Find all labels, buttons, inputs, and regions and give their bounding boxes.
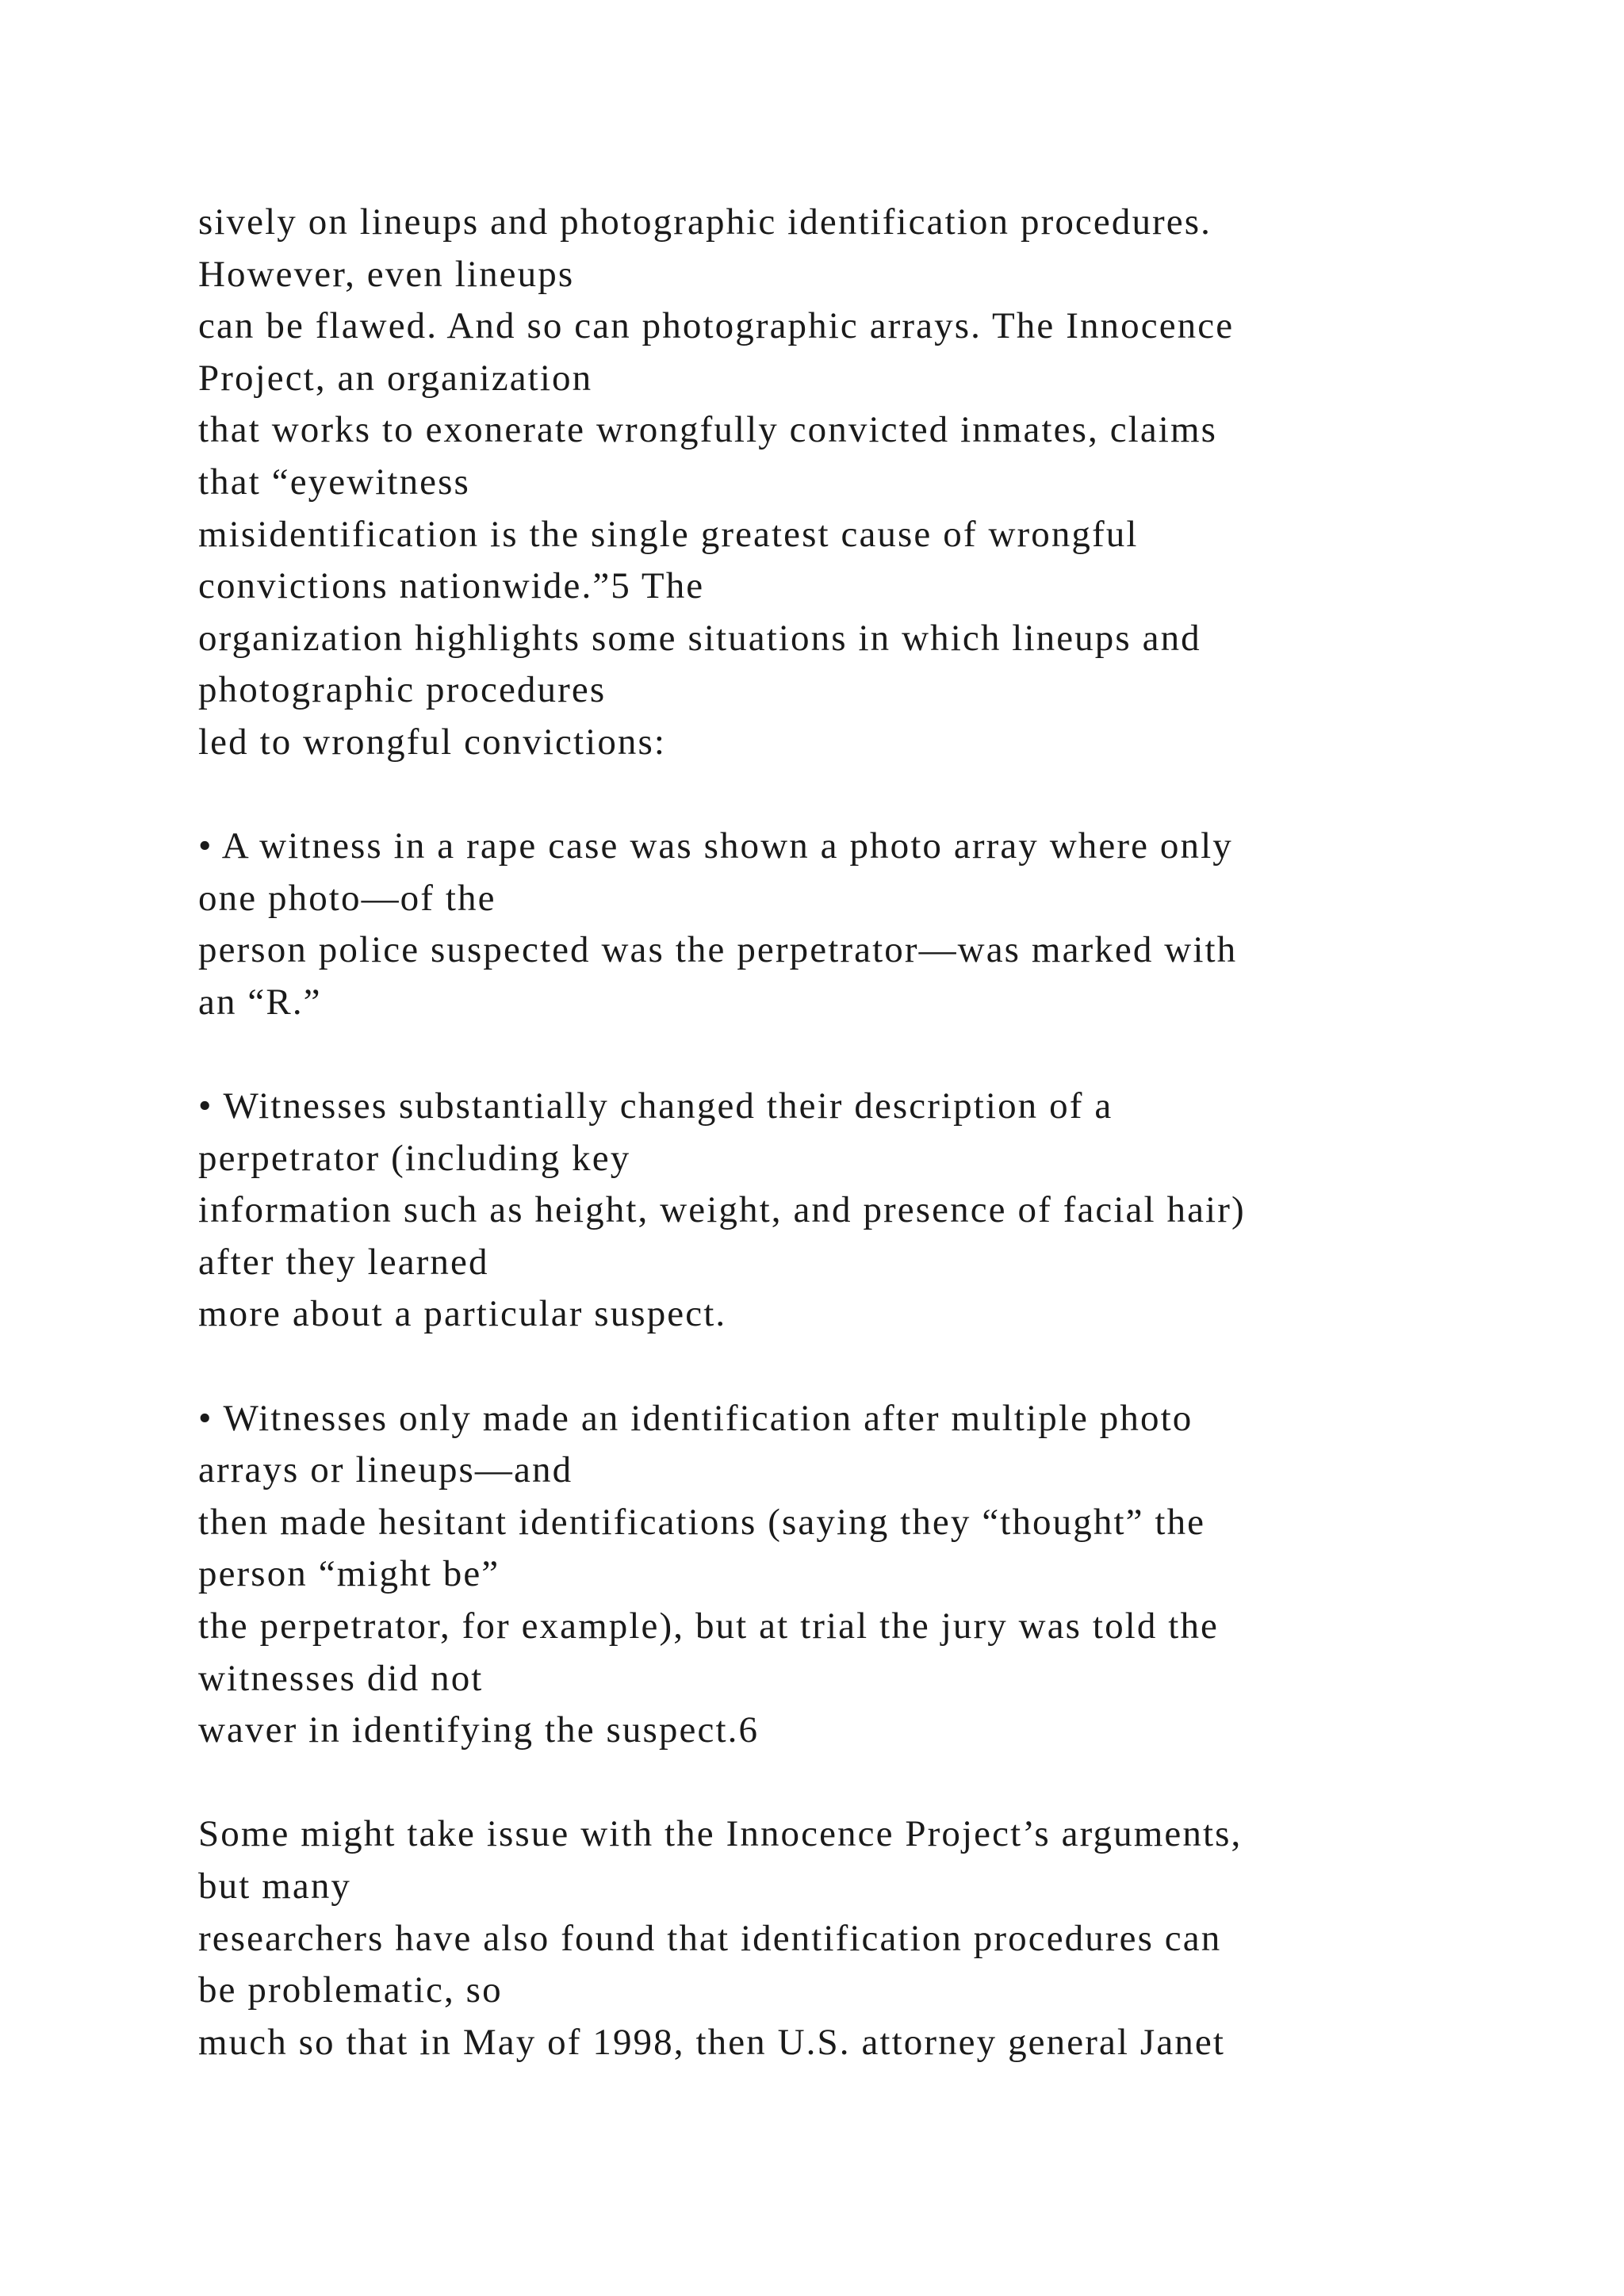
bullet-line: • Witnesses substantially changed their description of a (198, 1085, 1113, 1127)
paragraph-break (198, 1341, 1610, 1393)
text-line: researchers have also found that identification procedures can (198, 1917, 1222, 1959)
text-line: one photo—of the (198, 877, 496, 919)
text-line: an “R.” (198, 981, 322, 1023)
text-line: However, even lineups (198, 253, 575, 295)
text-line: can be flawed. And so can photographic arrays. The Innocence (198, 305, 1235, 347)
text-line: person “might be” (198, 1553, 500, 1595)
text-line: after they learned (198, 1241, 489, 1283)
bullet-line: • A witness in a rape case was shown a photo array where only (198, 825, 1233, 867)
text-line: Project, an organization (198, 357, 593, 399)
text-line: be problematic, so (198, 1969, 503, 2011)
text-line: photographic procedures (198, 669, 607, 711)
text-line: much so that in May of 1998, then U.S. attorney general Janet (198, 2021, 1225, 2063)
bullet-line: • Witnesses only made an identification after multiple photo (198, 1397, 1193, 1439)
text-line: Some might take issue with the Innocence Project’s arguments, (198, 1813, 1243, 1855)
text-line: arrays or lineups—and (198, 1449, 573, 1491)
text-line: perpetrator (including key (198, 1137, 631, 1179)
text-line: person police suspected was the perpetrator—was marked with (198, 929, 1238, 971)
text-line: led to wrongful convictions: (198, 721, 667, 763)
text-line: that works to exonerate wrongfully convicted inmates, claims (198, 409, 1218, 451)
text-line: witnesses did not (198, 1657, 484, 1699)
text-line: waver in identifying the suspect.6 (198, 1709, 760, 1751)
text-line: the perpetrator, for example), but at trial the jury was told the (198, 1605, 1220, 1647)
text-line: organization highlights some situations in which lineups and (198, 617, 1201, 659)
text-line: information such as height, weight, and presence of facial hair) (198, 1189, 1246, 1231)
text-line: then made hesitant identifications (saying they “thought” the (198, 1501, 1206, 1543)
text-line: but many (198, 1866, 352, 1907)
text-line: convictions nationwide.”5 The (198, 565, 705, 607)
paragraph-break (198, 1757, 1610, 1809)
paragraph-break (198, 769, 1610, 821)
paragraph-break (198, 1029, 1610, 1081)
text-line: misidentification is the single greatest cause of wrongful (198, 513, 1139, 555)
text-line: sively on lineups and photographic identification procedures. (198, 201, 1212, 243)
text-line: more about a particular suspect. (198, 1293, 727, 1335)
body-text (198, 197, 1610, 2068)
text-line: that “eyewitness (198, 461, 470, 503)
